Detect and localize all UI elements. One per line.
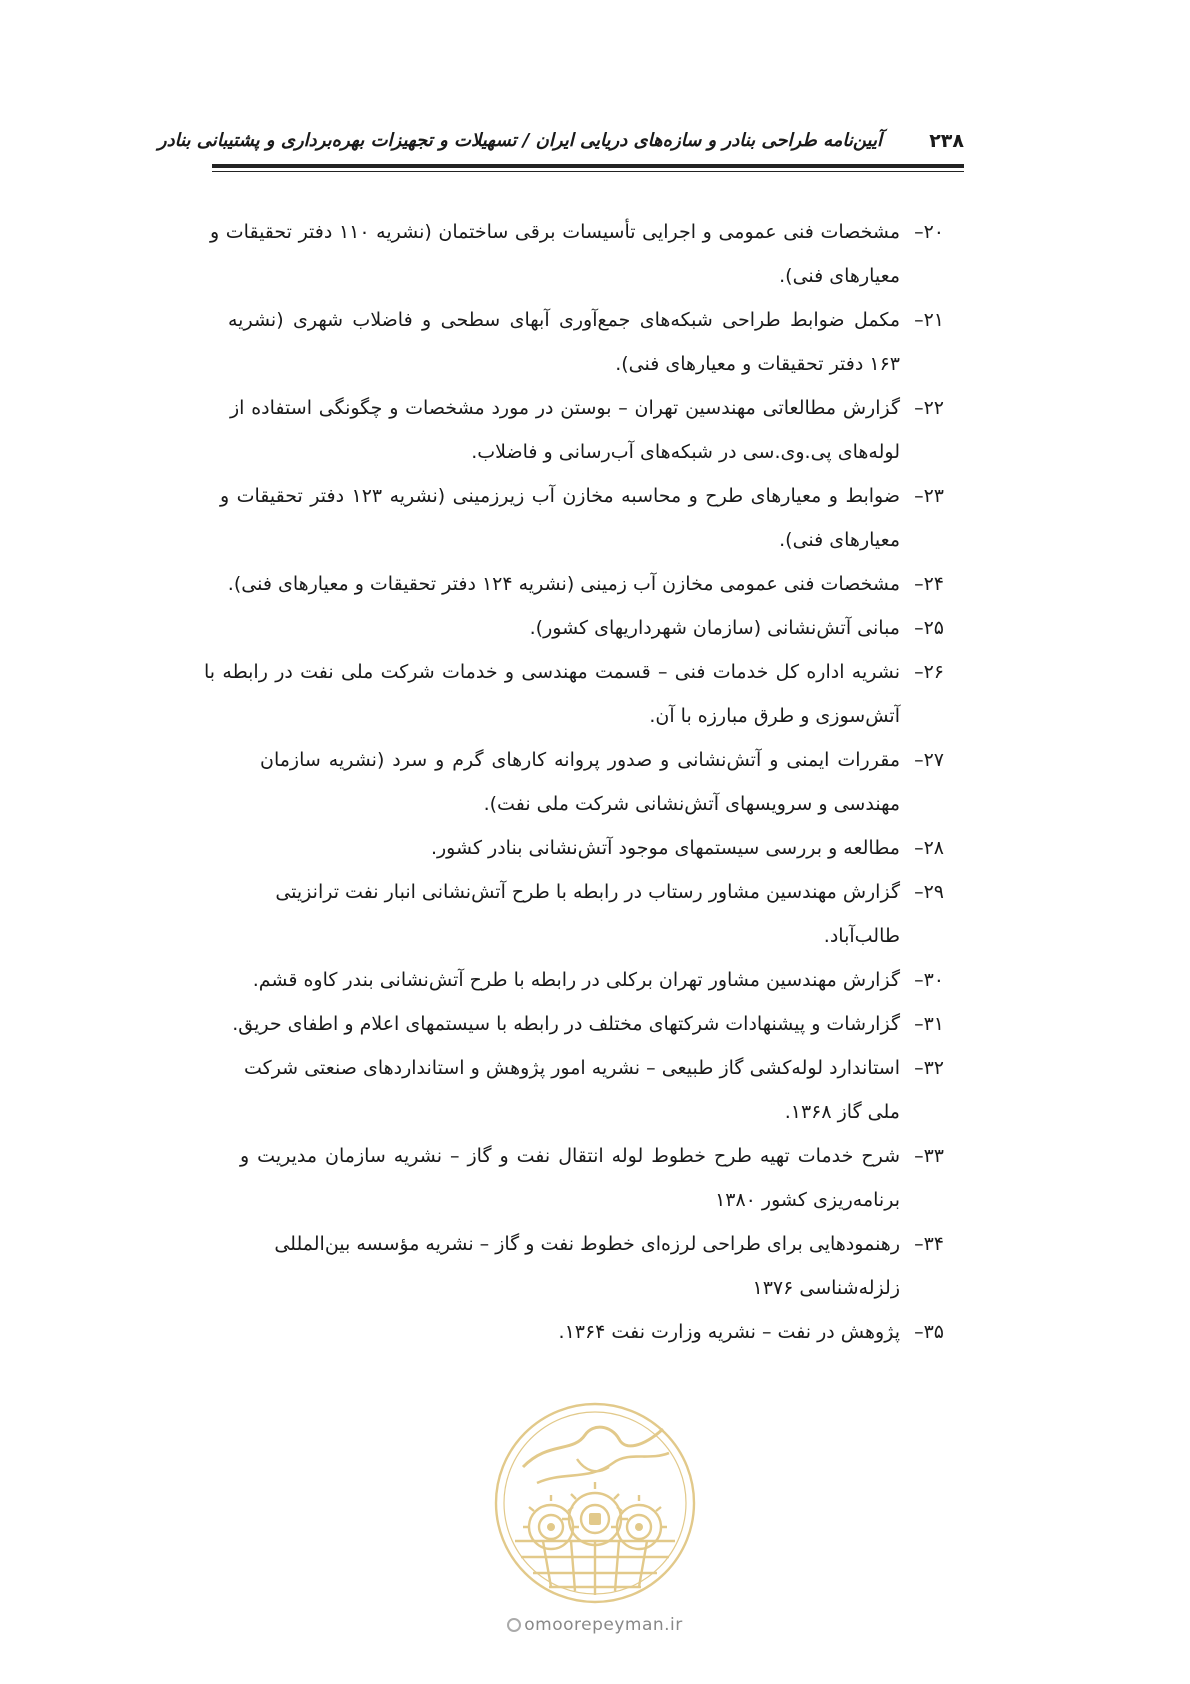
reference-item	[210, 958, 944, 1002]
reference-number: ۳۲–	[914, 1057, 944, 1079]
reference-text: نشریه اداره کل خدمات فنی – قسمت مهندسی و خدمات شرکت ملی نفت در رابطه با آتش‌سوزی و طرق مبارزه با آن.	[204, 661, 900, 727]
reference-number: ۲۶–	[914, 661, 944, 683]
reference-item	[228, 298, 944, 386]
watermark-site	[0, 1615, 1190, 1635]
reference-number: ۲۵–	[914, 617, 944, 639]
reference-number: ۲۹–	[914, 881, 944, 903]
header-rule-thick	[212, 164, 964, 168]
reference-number: ۲۰–	[914, 221, 944, 243]
reference-text: مقررات ایمنی و آتش‌نشانی و صدور پروانه کارهای گرم و سرد (نشریه سازمان مهندسی و سرویسهای آتش‌نشانی شرکت ملی نفت).	[260, 749, 900, 815]
reference-number: ۲۳–	[914, 485, 944, 507]
reference-item	[210, 1310, 944, 1354]
reference-text: رهنمودهایی برای طراحی لرزه‌ای خطوط نفت و گاز – نشریه مؤسسه بین‌المللی زلزله‌شناسی ۱۳۷۶	[274, 1233, 900, 1299]
reference-item	[210, 606, 944, 650]
reference-text: شرح خدمات تهیه طرح خطوط لوله انتقال نفت و گاز – نشریه سازمان مدیریت و برنامه‌ریزی کشور ۱۳۸۰	[240, 1145, 900, 1211]
reference-item	[210, 210, 944, 298]
reference-text: مبانی آتش‌نشانی (سازمان شهرداریهای کشور).	[529, 617, 900, 639]
reference-text: مکمل ضوابط طراحی شبکه‌های جمع‌آوری آبهای سطحی و فاضلاب شهری (نشریه ۱۶۳ دفتر تحقیقات و معیارهای فنی).	[228, 309, 900, 375]
header-rule-thin	[212, 171, 964, 172]
reference-text: استاندارد لوله‌کشی گاز طبیعی – نشریه امور پژوهش و استانداردهای صنعتی شرکت ملی گاز ۱۳۶۸.	[244, 1057, 900, 1123]
reference-list	[204, 210, 944, 1354]
reference-number: ۳۰–	[914, 969, 944, 991]
reference-number: ۲۸–	[914, 837, 944, 859]
reference-item	[204, 1222, 944, 1310]
page-header	[157, 128, 964, 162]
reference-number: ۳۱–	[914, 1013, 944, 1035]
reference-text: مشخصات فنی عمومی مخازن آب زمینی (نشریه ۱۲۴ دفتر تحقیقات و معیارهای فنی).	[227, 573, 900, 595]
reference-text: گزارش مهندسین مشاور تهران برکلی در رابطه با طرح آتش‌نشانی بندر کاوه قشم.	[252, 969, 900, 991]
reference-item	[210, 1002, 944, 1046]
reference-number: ۳۴–	[914, 1233, 944, 1255]
reference-item	[210, 826, 944, 870]
watermark-url: omoorepeyman.ir	[524, 1615, 683, 1635]
reference-item	[244, 1046, 944, 1134]
reference-item	[210, 870, 944, 958]
reference-number: ۲۴–	[914, 573, 944, 595]
reference-text: مشخصات فنی عمومی و اجرایی تأسیسات برقی ساختمان (نشریه ۱۱۰ دفتر تحقیقات و معیارهای فنی).	[210, 221, 900, 287]
reference-item	[260, 738, 944, 826]
running-title: آیین‌نامه طراحی بنادر و سازه‌های دریایی ایران / تسهیلات و تجهیزات بهره‌برداری و پشتیبانی بنادر	[157, 130, 882, 151]
page-number: ۲۳۸	[929, 130, 964, 152]
reference-number: ۲۱–	[914, 309, 944, 331]
reference-number: ۲۲–	[914, 397, 944, 419]
reference-item	[230, 386, 944, 474]
reference-item	[240, 1134, 944, 1222]
reference-item	[220, 474, 944, 562]
reference-text: ضوابط و معیارهای طرح و محاسبه مخازن آب زیرزمینی (نشریه ۱۲۳ دفتر تحقیقات و معیارهای فنی).	[220, 485, 900, 551]
watermark-logo	[493, 1401, 697, 1605]
reference-item	[204, 650, 944, 738]
reference-number: ۳۳–	[914, 1145, 944, 1167]
reference-text: پژوهش در نفت – نشریه وزارت نفت ۱۳۶۴.	[558, 1321, 900, 1343]
globe-icon	[507, 1618, 521, 1632]
reference-text: گزارش مطالعاتی مهندسین تهران – بوستن در مورد مشخصات و چگونگی استفاده از لوله‌های پی.وی.سی در شبکه‌های آب‌رسانی و فاضلاب.	[230, 397, 900, 463]
reference-text: گزارشات و پیشنهادات شرکتهای مختلف در رابطه با سیستمهای اعلام و اطفای حریق.	[232, 1013, 900, 1035]
reference-number: ۳۵–	[914, 1321, 944, 1343]
reference-number: ۲۷–	[914, 749, 944, 771]
reference-text: گزارش مهندسین مشاور رستاب در رابطه با طرح آتش‌نشانی انبار نفت ترانزیتی طالب‌آباد.	[275, 881, 900, 947]
reference-text: مطالعه و بررسی سیستمهای موجود آتش‌نشانی بنادر کشور.	[430, 837, 900, 859]
reference-item	[210, 562, 944, 606]
